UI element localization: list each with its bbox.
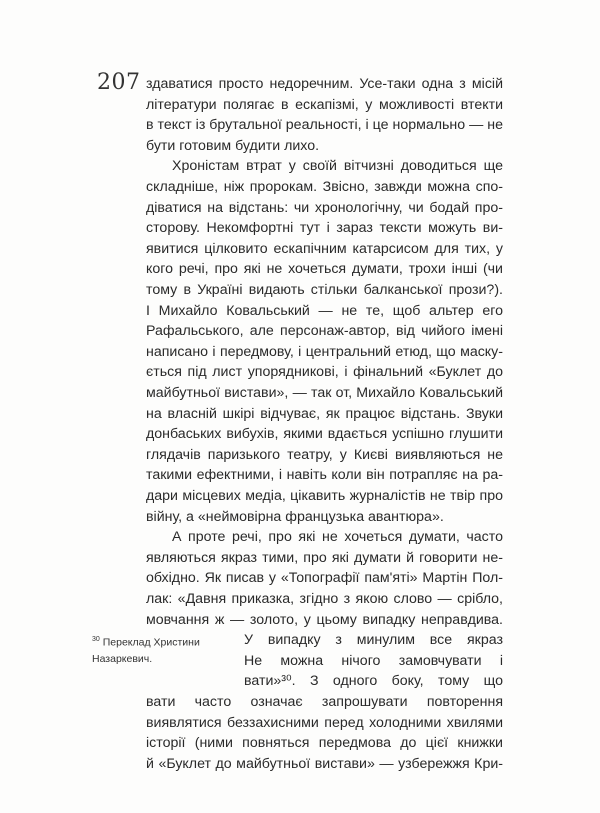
text-line: історії (ними повняться передмова до цієї книжки — [146, 735, 503, 752]
text-line: Рафальського, але персонаж-автор, від чийого імені — [146, 323, 503, 340]
text-line: глядачів паризького театру, у Києві виявляються не — [146, 446, 503, 463]
text-line: діватися на відстань: чи хронологічну, чи бодай про- — [146, 199, 503, 216]
text-line: майбутньої вистави», — так от, Михайло Ковальський — [146, 385, 503, 401]
text-line: дари місцевих медіа, цікавить журналістів не твір про — [146, 488, 503, 504]
text-line: А проте речі, про які не хочеться думати, часто — [172, 529, 503, 546]
text-line: Не можна нічого замовчувати і — [244, 652, 503, 669]
text-line: явитися цілковито ескапічним катарсисом для тих, у — [146, 240, 503, 257]
footnote-text: Переклад Христини Назаркевич. — [92, 636, 200, 665]
text-line: ється під лист упорядникові, і фінальний «Буклет до — [146, 364, 503, 381]
footnote-marker: 30 — [92, 636, 100, 643]
text-line: кого речі, про які не хочеться думати, трохи інші (чи — [146, 261, 503, 278]
text-line: виявлятися беззахисними перед холодними хвилями — [146, 714, 503, 731]
text-line: війну, а «неймовірна французька авантюра». — [146, 508, 444, 525]
text-line: Хроністам втрат у своїй вітчизні доводиться ще — [172, 158, 503, 175]
text-line: вати часто означає запрошувати повторення — [146, 694, 503, 710]
page-number: 207 — [97, 70, 141, 95]
text-line: здаватися просто недоречним. Усе-таки одна з місій — [146, 76, 503, 92]
text-line: літератури полягає в ескапізмі, у можливості втекти — [146, 96, 503, 113]
text-line: на власній шкірі відчуває, як працює відстань. Звуки — [146, 405, 503, 422]
text-line: лак: «Давня приказка, згідно з якою слово — срібло, — [146, 591, 503, 607]
text-line: являються якраз тими, про які думати й говорити не- — [146, 549, 503, 566]
text-line: обхідно. Як писав у «Топографії пам'яті» Мартін Пол- — [146, 570, 503, 587]
text-line: У випадку з минулим все якраз — [244, 632, 503, 649]
text-line: тому в Україні видають стільки балканської прози?). — [146, 282, 503, 298]
text-line: донбаських вибухів, якими вдається успішно глушити — [146, 426, 503, 443]
text-line: в текст із брутальної реальності, і це нормально — не — [146, 117, 503, 134]
text-line: написано і передмову, і центральний етюд, що маску- — [146, 343, 503, 360]
text-line: бути готовим будити лихо. — [146, 137, 320, 154]
text-line: такими ефектними, і навіть коли він потрапляє на ра- — [146, 467, 503, 484]
text-line: й «Буклет до майбутньої вистави» — узбережжя Кри- — [146, 755, 503, 772]
text-line: вати»³⁰. З одного боку, тому що — [244, 673, 503, 690]
text-line: сторову. Некомфортні тут і зараз тексти можуть ви- — [146, 220, 503, 237]
text-line: І Михайло Ковальський — не те, щоб альтер его — [146, 302, 503, 319]
text-line: складніше, ніж пророкам. Звісно, завжди можна спо- — [146, 179, 503, 195]
footnote — [92, 632, 232, 667]
text-line: мовчання ж — золото, у цьому випадку неправдива. — [146, 611, 503, 628]
